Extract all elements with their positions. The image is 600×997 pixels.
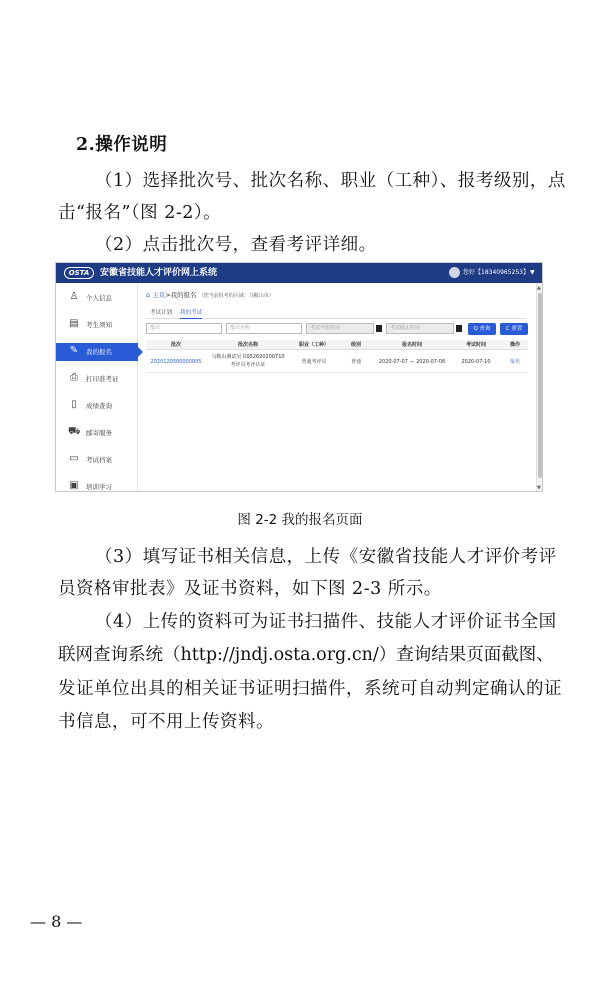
- breadcrumb-home[interactable]: 主页: [152, 291, 166, 299]
- current-region: （您当前报考的区域：马鞍山市）: [198, 293, 274, 299]
- sidebar: [56, 283, 138, 492]
- system-header: [56, 263, 543, 283]
- row-divider: [146, 372, 528, 373]
- column-header: 考试时间: [465, 342, 486, 348]
- registration-page-screenshot: [55, 262, 543, 492]
- scroll-up-icon[interactable]: ▲: [537, 285, 541, 291]
- batch-number-link[interactable]: 2020120500000005: [150, 359, 202, 365]
- column-header: 批次: [170, 342, 181, 348]
- document-icon: ▯: [71, 399, 77, 410]
- scroll-down-icon[interactable]: ▼: [537, 485, 541, 491]
- breadcrumb-current: >我的报名: [165, 291, 197, 299]
- search-button[interactable]: Q 查询: [468, 323, 496, 335]
- edit-icon: ✎: [69, 345, 79, 356]
- scrollbar-thumb[interactable]: [538, 293, 542, 478]
- sidebar-item-label: 个人信息: [86, 294, 112, 302]
- batch-no-input[interactable]: 批次: [146, 323, 222, 334]
- figure-caption: 图 2-2 我的报名页面: [237, 512, 363, 528]
- register-link[interactable]: 报名: [509, 359, 520, 365]
- signup-time-cell: 2020-07-07 — 2020-07-08: [378, 359, 446, 365]
- column-header: 批次名称: [237, 342, 258, 348]
- column-header: 操作: [509, 342, 520, 348]
- sidebar-item-label: 打印准考证: [86, 375, 119, 383]
- paragraph-4-line-3: 发证单位出具的相关证书证明扫描件，系统可自动判定确认的证: [58, 679, 562, 699]
- column-header: 报名时间: [401, 342, 422, 348]
- truck-icon: ⛟: [68, 426, 81, 437]
- section-title: 2.操作说明: [76, 135, 168, 155]
- breadcrumb: [146, 290, 274, 301]
- paragraph-4-line-4: 书信息，可不用上传资料。: [58, 712, 274, 732]
- table-header: [146, 340, 528, 350]
- sidebar-item-print-admission[interactable]: [56, 370, 138, 388]
- paragraph-3-line-1: （3）填写证书相关信息，上传《安徽省技能人才评价考评: [95, 547, 557, 567]
- tab-my-exams[interactable]: 我的考试: [180, 308, 202, 319]
- monitor-icon: ▣: [69, 480, 79, 491]
- calendar-icon[interactable]: [456, 325, 462, 332]
- paragraph-1-line-1: （1）选择批次号、批次名称、职业（工种）、报考级别，点: [95, 171, 566, 191]
- end-time-input[interactable]: 考试截止时间: [386, 323, 454, 334]
- start-time-input[interactable]: 考试开始时间: [306, 323, 374, 334]
- paragraph-3-line-2: 员资格审批表》及证书资料，如下图 2-3 所示。: [58, 579, 442, 599]
- sidebar-item-score-query[interactable]: [56, 397, 138, 415]
- user-icon: ♙: [69, 291, 79, 302]
- sidebar-item-my-registration[interactable]: [56, 343, 138, 361]
- calendar-icon[interactable]: [376, 325, 382, 332]
- folder-icon: ▭: [69, 453, 79, 464]
- sidebar-item-label: 考试档案: [86, 456, 112, 464]
- batch-name-cell: 马鞍山测试吴书052620200710: [211, 354, 285, 360]
- tab-exam-plan[interactable]: 考试计划: [150, 310, 173, 316]
- paragraph-4-line-1: （4）上传的资料可为证书扫描件、技能人才评价证书全国: [95, 612, 557, 632]
- notice-icon: ▤: [69, 318, 79, 329]
- user-avatar[interactable]: [449, 267, 460, 278]
- exam-time-cell: 2020-07-10: [461, 359, 491, 365]
- paragraph-1-line-2: 击“报名”（图 2-2）。: [58, 203, 222, 223]
- chevron-down-icon[interactable]: ▼: [530, 269, 535, 276]
- printer-icon: ⎙: [70, 372, 78, 383]
- batch-name-cell: 考评员考评认证: [230, 362, 266, 368]
- user-menu[interactable]: 您好【18340965253】: [463, 269, 529, 276]
- system-title: 安徽省技能人才评价网上系统: [100, 268, 218, 278]
- sidebar-item-label: 考生须知: [86, 321, 112, 329]
- home-icon[interactable]: ⌂: [146, 291, 153, 299]
- reset-button[interactable]: C 重置: [500, 323, 528, 335]
- sidebar-item-label: 我的报名: [86, 348, 112, 356]
- sidebar-item-training[interactable]: [56, 478, 138, 492]
- column-header: 级别: [350, 342, 361, 348]
- main-content: [138, 283, 536, 492]
- sidebar-item-label: 培训学习: [86, 483, 112, 491]
- column-header: 职业（工种）: [298, 342, 329, 348]
- level-cell: 普通: [350, 359, 361, 365]
- sidebar-item-mail-service[interactable]: [56, 424, 138, 442]
- sidebar-item-exam-archive[interactable]: [56, 451, 138, 469]
- paragraph-2: （2）点击批次号，查看考评详细。: [95, 235, 377, 255]
- paragraph-4-line-2: 联网查询系统（http://jndj.osta.org.cn/）查询结果页面截图、: [58, 645, 554, 665]
- page-number: — 8 —: [30, 912, 83, 931]
- osta-logo: OSTA: [64, 267, 94, 279]
- sidebar-item-candidate-notice[interactable]: [56, 316, 138, 334]
- sidebar-item-label: 邮寄服务: [86, 429, 112, 437]
- sidebar-item-label: 成绩查询: [86, 402, 112, 410]
- sidebar-item-personal-info[interactable]: [56, 289, 138, 307]
- occupation-cell: 普通考评员: [301, 359, 327, 365]
- tab-bar: [146, 307, 526, 319]
- batch-name-input[interactable]: 批次名称: [226, 323, 302, 334]
